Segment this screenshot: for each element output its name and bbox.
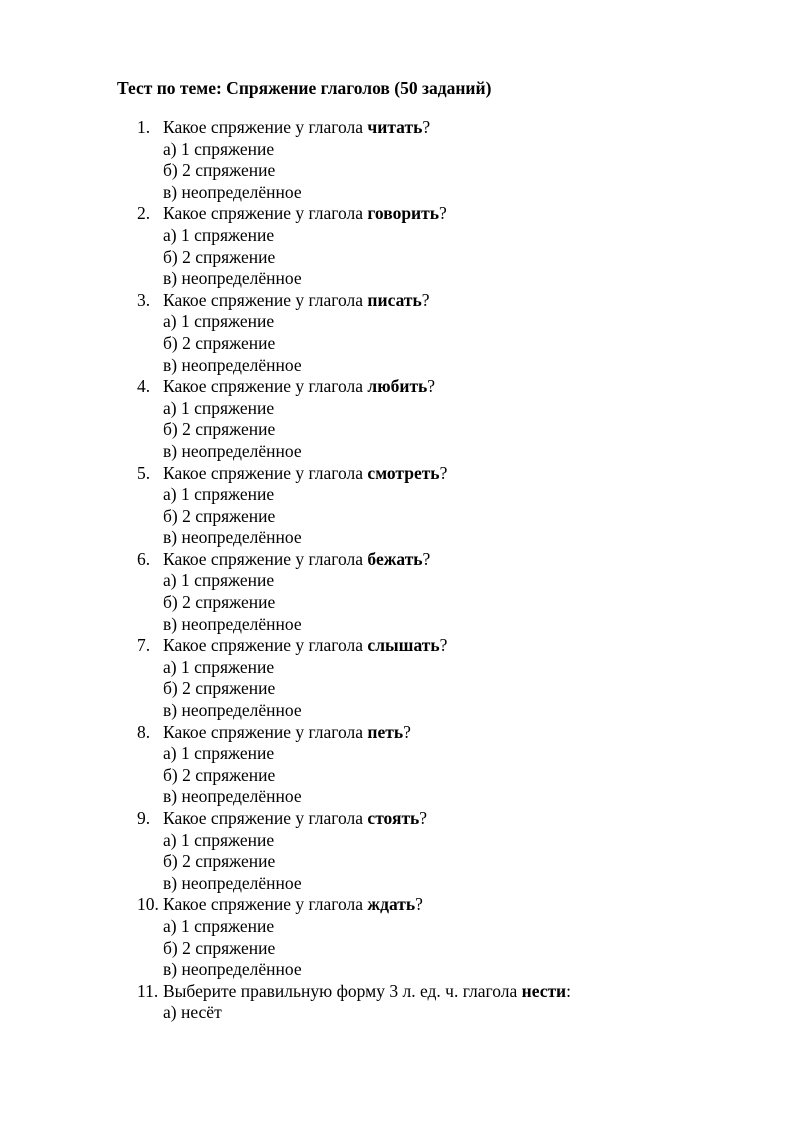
answer-option-row	[0, 160, 800, 182]
question-prefix: Какое спряжение у глагола	[163, 376, 368, 397]
answer-option-row	[0, 592, 800, 614]
question-verb: стоять	[367, 808, 420, 828]
question-prefix: Выберите правильную форму 3 л. ед. ч. глагола	[163, 980, 522, 1001]
question-item	[0, 463, 800, 485]
question-verb: писать	[367, 289, 422, 310]
question-prefix: Какое спряжение у глагола	[163, 203, 368, 224]
question-text	[163, 808, 427, 830]
answer-option: а) 1 спряжение	[163, 570, 275, 591]
question-prefix: Какое спряжение у глагола	[163, 808, 368, 828]
answer-option: б) 2 спряжение	[163, 678, 276, 699]
answer-option-row	[0, 484, 800, 506]
answer-option-row	[0, 786, 800, 808]
question-number: 5.	[137, 462, 151, 483]
question-verb: слышать	[367, 635, 440, 656]
answer-option: б) 2 спряжение	[163, 419, 276, 440]
answer-option-row	[0, 873, 800, 895]
question-verb: ждать	[367, 894, 416, 915]
question-number: 11.	[137, 980, 159, 1001]
answer-option: а) несёт	[163, 1002, 222, 1023]
question-prefix: Какое спряжение у глагола	[163, 548, 368, 569]
question-prefix: Какое спряжение у глагола	[163, 635, 368, 656]
answer-option-row	[0, 830, 800, 852]
question-number: 1.	[137, 117, 151, 137]
question-text	[163, 635, 447, 657]
question-suffix: ?	[421, 289, 430, 310]
question-item	[0, 117, 800, 139]
answer-option-row	[0, 657, 800, 679]
question-suffix: ?	[422, 548, 431, 569]
answer-option: а) 1 спряжение	[163, 224, 275, 245]
question-text	[163, 981, 571, 1003]
answer-option: а) 1 спряжение	[163, 915, 275, 936]
answer-option: в) неопределённое	[163, 786, 302, 807]
answer-option-row	[0, 570, 800, 592]
question-item	[0, 635, 800, 657]
answer-option: в) неопределённое	[163, 613, 302, 634]
question-suffix: ?	[439, 462, 448, 483]
answer-option: в) неопределённое	[163, 700, 302, 721]
question-suffix: ?	[403, 721, 411, 742]
question-number: 4.	[137, 376, 151, 397]
question-suffix: ?	[422, 117, 431, 137]
question-verb: читать	[367, 117, 423, 137]
question-item	[0, 808, 800, 830]
question-number: 7.	[137, 635, 151, 656]
question-number: 3.	[137, 289, 151, 310]
question-verb: любить	[367, 376, 428, 397]
question-item	[0, 290, 800, 312]
question-text	[163, 117, 430, 139]
answer-option: в) неопределённое	[163, 181, 302, 202]
answer-option-row	[0, 419, 800, 441]
question-item	[0, 894, 800, 916]
question-number: 10.	[137, 894, 159, 915]
answer-option-row	[0, 441, 800, 463]
question-verb: нести	[521, 980, 567, 1001]
answer-option: а) 1 спряжение	[163, 311, 275, 332]
answer-option-row	[0, 355, 800, 377]
answer-option-row	[0, 959, 800, 981]
answer-option-row	[0, 678, 800, 700]
question-number: 6.	[137, 548, 151, 569]
question-text	[163, 463, 447, 485]
question-text	[163, 894, 423, 916]
answer-option: б) 2 спряжение	[163, 246, 276, 267]
answer-option-row	[0, 743, 800, 765]
answer-option: в) неопределённое	[163, 354, 302, 375]
question-suffix: ?	[439, 635, 448, 656]
question-number: 2.	[137, 203, 151, 224]
question-item	[0, 376, 800, 398]
question-item	[0, 722, 800, 744]
question-prefix: Какое спряжение у глагола	[163, 894, 368, 915]
answer-option-row	[0, 311, 800, 333]
answer-option-row	[0, 851, 800, 873]
question-item	[0, 981, 800, 1003]
answer-option-row	[0, 1002, 800, 1024]
question-prefix: Какое спряжение у глагола	[163, 289, 368, 310]
answer-option: б) 2 спряжение	[163, 764, 276, 785]
answer-option: в) неопределённое	[163, 959, 302, 980]
answer-option-row	[0, 614, 800, 636]
answer-option: а) 1 спряжение	[163, 138, 275, 159]
answer-option: а) 1 спряжение	[163, 484, 275, 505]
question-item	[0, 203, 800, 225]
question-text	[163, 203, 447, 225]
answer-option-row	[0, 247, 800, 269]
question-verb: петь	[367, 721, 404, 742]
answer-option-row	[0, 139, 800, 161]
question-prefix: Какое спряжение у глагола	[163, 462, 368, 483]
answer-option: б) 2 спряжение	[163, 851, 276, 872]
answer-option-row	[0, 225, 800, 247]
question-verb: говорить	[367, 203, 439, 224]
question-suffix: ?	[427, 376, 436, 397]
question-prefix: Какое спряжение у глагола	[163, 721, 368, 742]
answer-option: б) 2 спряжение	[163, 937, 276, 958]
question-text	[163, 549, 430, 571]
answer-option: в) неопределённое	[163, 527, 302, 548]
answer-option-row	[0, 268, 800, 290]
answer-option-row	[0, 182, 800, 204]
answer-option-row	[0, 333, 800, 355]
answer-option: б) 2 спряжение	[163, 160, 276, 181]
answer-option: в) неопределённое	[163, 872, 302, 893]
question-suffix: :	[566, 980, 572, 1001]
answer-option: б) 2 спряжение	[163, 332, 276, 353]
answer-option-row	[0, 398, 800, 420]
answer-option-row	[0, 938, 800, 960]
answer-option: в) неопределённое	[163, 268, 302, 289]
question-text	[163, 290, 430, 312]
answer-option: б) 2 спряжение	[163, 592, 276, 613]
question-list	[0, 117, 800, 1024]
question-suffix: ?	[439, 203, 447, 224]
question-verb: смотреть	[367, 462, 440, 483]
answer-option: а) 1 спряжение	[163, 397, 275, 418]
answer-option-row	[0, 527, 800, 549]
question-text	[163, 376, 435, 398]
question-text	[163, 722, 411, 744]
answer-option-row	[0, 916, 800, 938]
answer-option: в) неопределённое	[163, 440, 302, 461]
answer-option: а) 1 спряжение	[163, 829, 275, 850]
question-number: 9.	[137, 808, 151, 828]
answer-option-row	[0, 765, 800, 787]
question-suffix: ?	[419, 808, 428, 828]
question-verb: бежать	[367, 548, 423, 569]
answer-option-row	[0, 506, 800, 528]
answer-option: а) 1 спряжение	[163, 743, 275, 764]
answer-option: а) 1 спряжение	[163, 656, 275, 677]
question-suffix: ?	[415, 894, 423, 915]
document-title: Тест по теме: Спряжение глаголов (50 заданий)	[117, 78, 492, 98]
question-item	[0, 549, 800, 571]
question-prefix: Какое спряжение у глагола	[163, 117, 368, 137]
question-number: 8.	[137, 721, 151, 742]
answer-option: б) 2 спряжение	[163, 505, 276, 526]
answer-option-row	[0, 700, 800, 722]
